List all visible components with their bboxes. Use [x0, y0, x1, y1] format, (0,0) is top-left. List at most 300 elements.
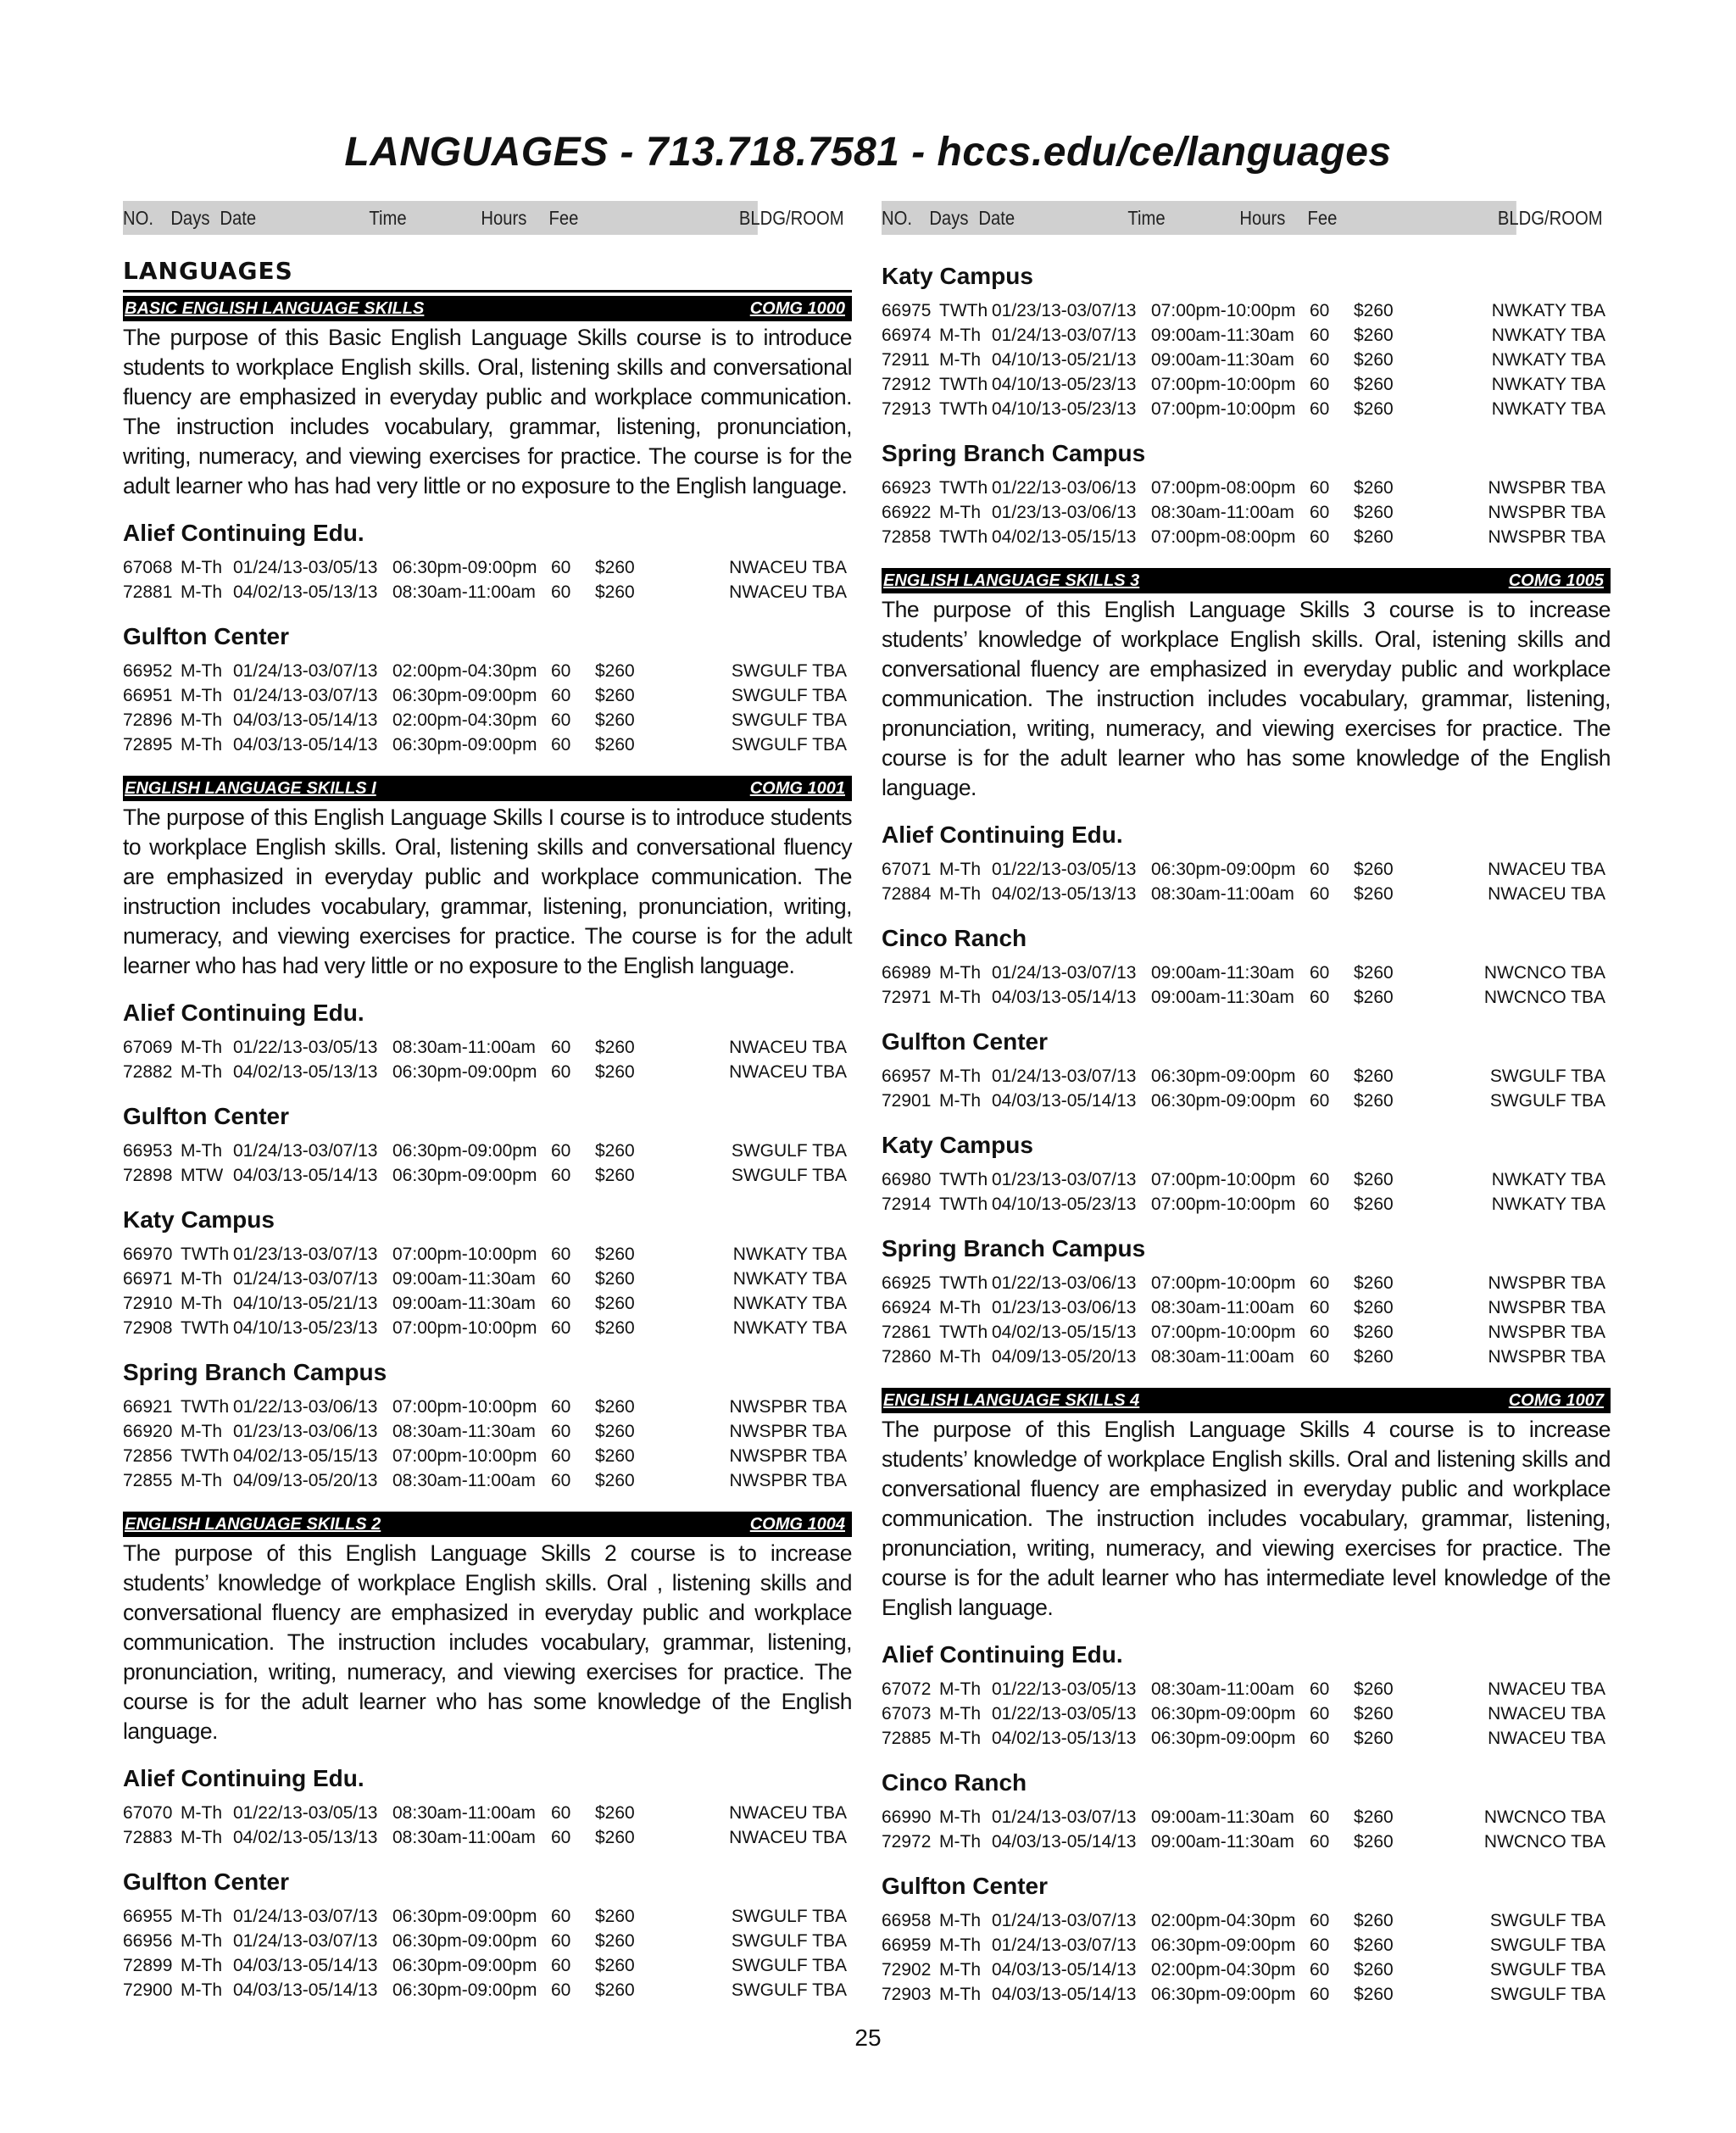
session-time: 07:00pm-10:00pm: [1151, 1323, 1296, 1342]
header-time: Time: [1127, 207, 1166, 229]
session-hours: 60: [1310, 860, 1330, 879]
session-days: M-Th: [181, 1803, 222, 1823]
session-time: 06:30pm-09:00pm: [1151, 1091, 1296, 1111]
session-room: NWKATY TBA: [1491, 399, 1605, 419]
session-list: [123, 555, 852, 604]
session-date: 01/23/13-03/07/13: [992, 1170, 1137, 1189]
session-days: M-Th: [939, 326, 981, 345]
session-days: M-Th: [181, 1956, 222, 1975]
session-row: [882, 1320, 1611, 1345]
session-hours: 60: [551, 1318, 571, 1338]
session-time: 06:30pm-09:00pm: [392, 1931, 537, 1951]
session-number: 72908: [123, 1318, 173, 1338]
course-description: The purpose of this Basic English Language Skills course is to introduce students to workplace English skills. Oral, listening skills and conversational fluency are emphasized in everyday public and workplace communication. The instruction includes vocabulary, grammar, listening, pronunciation, writing, numeracy, and viewing exercises for practice. The course is for the adult learner who has had very little or no exposure to the English language.: [123, 325, 852, 498]
campus-heading: Katy Campus: [882, 1132, 1033, 1158]
session-days: M-Th: [181, 686, 222, 705]
session-room: SWGULF TBA: [731, 1166, 847, 1185]
session-date: 04/03/13-05/14/13: [992, 988, 1137, 1007]
session-list: [882, 1167, 1611, 1217]
header-fee: Fee: [548, 207, 579, 229]
session-date: 04/02/13-05/15/13: [233, 1446, 378, 1466]
session-fee: $260: [1354, 301, 1394, 320]
session-hours: 60: [551, 1907, 571, 1926]
session-row: [882, 1933, 1611, 1958]
session-room: NWACEU TBA: [1488, 1679, 1605, 1699]
session-room: NWSPBR TBA: [1488, 478, 1605, 498]
session-fee: $260: [595, 1318, 635, 1338]
session-fee: $260: [1354, 1170, 1394, 1189]
session-date: 01/22/13-03/06/13: [992, 1273, 1137, 1293]
session-date: 04/10/13-05/23/13: [992, 399, 1137, 419]
session-row: [882, 857, 1611, 882]
session-fee: $260: [595, 1245, 635, 1264]
campus-heading: Katy Campus: [123, 1206, 275, 1233]
session-number: 67070: [123, 1803, 173, 1823]
session-date: 04/02/13-05/13/13: [992, 884, 1137, 904]
session-hours: 60: [1310, 1704, 1330, 1724]
course-description: The purpose of this English Language Skills I course is to introduce students to workplace English skills. Oral, listening skills and conversational fluency are emphasized in everyday public and workplace communication. The instruction includes vocabulary, grammar, listening, pronunciation, writing, numeracy, and viewing exercises for practice. The course is for the adult learner who has had very little or no exposure to the English language.: [123, 805, 852, 978]
session-days: M-Th: [181, 1471, 222, 1490]
course-sessions: [123, 1763, 852, 2002]
session-number: 72882: [123, 1062, 173, 1082]
session-time: 06:30pm-09:00pm: [1151, 1729, 1296, 1748]
session-fee: $260: [595, 1422, 635, 1441]
session-days: TWTh: [939, 478, 988, 498]
session-room: NWACEU TBA: [729, 582, 847, 602]
session-date: 01/24/13-03/07/13: [233, 1931, 378, 1951]
session-days: M-Th: [181, 1980, 222, 2000]
session-time: 08:30am-11:00am: [392, 1828, 536, 1847]
session-time: 07:00pm-10:00pm: [1151, 1273, 1296, 1293]
session-number: 66924: [882, 1298, 932, 1317]
session-hours: 60: [551, 1269, 571, 1289]
session-number: 67072: [882, 1679, 932, 1699]
session-room: NWCNCO TBA: [1483, 963, 1605, 983]
column-header-left: [123, 201, 844, 235]
session-room: NWSPBR TBA: [1488, 1298, 1605, 1317]
header-fee: Fee: [1307, 207, 1338, 229]
session-room: NWSPBR TBA: [1488, 1323, 1605, 1342]
session-fee: $260: [1354, 1704, 1394, 1724]
session-number: 72910: [123, 1294, 173, 1313]
campus-heading: Spring Branch Campus: [123, 1359, 387, 1385]
session-row: [882, 1958, 1611, 1982]
session-fee: $260: [595, 1062, 635, 1082]
session-room: NWSPBR TBA: [1488, 1347, 1605, 1367]
session-fee: $260: [595, 1931, 635, 1951]
session-hours: 60: [1310, 884, 1330, 904]
course-header-bar: [123, 776, 852, 801]
session-time: 07:00pm-10:00pm: [1151, 1170, 1296, 1189]
session-row: [123, 555, 852, 580]
session-number: 67071: [882, 860, 932, 879]
session-hours: 60: [551, 710, 571, 730]
session-time: 07:00pm-10:00pm: [1151, 301, 1296, 320]
session-days: TWTh: [939, 1323, 988, 1342]
session-number: 72855: [123, 1471, 173, 1490]
campus-heading: Spring Branch Campus: [882, 1235, 1146, 1261]
session-hours: 60: [1310, 1066, 1330, 1086]
session-room: NWKATY TBA: [1491, 326, 1605, 345]
session-room: SWGULF TBA: [1489, 1091, 1605, 1111]
session-fee: $260: [1354, 478, 1394, 498]
session-time: 09:00am-11:30am: [392, 1269, 536, 1289]
session-date: 01/23/13-03/06/13: [992, 1298, 1137, 1317]
session-fee: $260: [595, 1294, 635, 1313]
session-fee: $260: [595, 1980, 635, 2000]
session-fee: $260: [595, 1141, 635, 1161]
session-hours: 60: [551, 1931, 571, 1951]
session-fee: $260: [595, 1828, 635, 1847]
session-time: 08:30am-11:00am: [392, 582, 536, 602]
session-list: [882, 476, 1611, 549]
session-date: 01/23/13-03/07/13: [233, 1245, 378, 1264]
session-room: SWGULF TBA: [731, 735, 847, 755]
session-time: 02:00pm-04:30pm: [392, 661, 537, 681]
session-time: 07:00pm-10:00pm: [392, 1245, 537, 1264]
session-time: 09:00am-11:30am: [392, 1294, 536, 1313]
session-number: 72913: [882, 399, 932, 419]
course-sessions: [882, 820, 1611, 1369]
session-date: 04/03/13-05/14/13: [992, 1091, 1137, 1111]
session-room: SWGULF TBA: [731, 686, 847, 705]
session-time: 02:00pm-04:30pm: [1151, 1911, 1296, 1930]
header-days: Days: [929, 207, 969, 229]
session-row: [882, 1805, 1611, 1829]
session-time: 07:00pm-10:00pm: [1151, 399, 1296, 419]
session-time: 08:30am-11:00am: [1151, 503, 1294, 522]
session-row: [882, 397, 1611, 421]
session-number: 72881: [123, 582, 173, 602]
session-fee: $260: [1354, 1911, 1394, 1930]
session-number: 72883: [123, 1828, 173, 1847]
session-number: 72972: [882, 1832, 932, 1852]
session-hours: 60: [1310, 1347, 1330, 1367]
session-number: 66951: [123, 686, 173, 705]
session-row: [123, 1978, 852, 2002]
session-number: 72902: [882, 1960, 932, 1980]
session-room: NWSPBR TBA: [1488, 527, 1605, 547]
session-days: M-Th: [939, 1935, 981, 1955]
session-list: [882, 1677, 1611, 1751]
session-list: [123, 1242, 852, 1340]
session-hours: 60: [551, 1803, 571, 1823]
session-fee: $260: [1354, 1985, 1394, 2004]
session-room: NWCNCO TBA: [1483, 988, 1605, 1007]
session-fee: $260: [1354, 1066, 1394, 1086]
session-row: [882, 985, 1611, 1010]
session-fee: $260: [1354, 1960, 1394, 1980]
session-days: M-Th: [181, 661, 222, 681]
session-row: [882, 476, 1611, 500]
session-time: 08:30am-11:00am: [1151, 1347, 1294, 1367]
session-row: [123, 1291, 852, 1316]
session-days: M-Th: [939, 988, 981, 1007]
session-row: [123, 683, 852, 708]
session-row: [882, 323, 1611, 348]
session-time: 06:30pm-09:00pm: [1151, 1935, 1296, 1955]
session-time: 07:00pm-08:00pm: [1151, 478, 1296, 498]
session-time: 02:00pm-04:30pm: [392, 710, 537, 730]
session-hours: 60: [551, 1471, 571, 1490]
session-days: M-Th: [939, 1911, 981, 1930]
session-number: 66971: [123, 1269, 173, 1289]
session-row: [882, 961, 1611, 985]
session-list: [882, 298, 1611, 421]
session-fee: $260: [595, 686, 635, 705]
session-room: NWKATY TBA: [732, 1294, 847, 1313]
session-number: 66923: [882, 478, 932, 498]
session-row: [123, 1139, 852, 1163]
session-date: 01/24/13-03/07/13: [992, 326, 1137, 345]
session-list: [882, 961, 1611, 1010]
session-row: [123, 1444, 852, 1468]
session-hours: 60: [551, 661, 571, 681]
session-fee: $260: [1354, 1298, 1394, 1317]
campus-heading: Gulfton Center: [123, 1103, 289, 1129]
session-date: 04/03/13-05/14/13: [992, 1960, 1137, 1980]
session-date: 01/24/13-03/05/13: [233, 558, 378, 577]
session-row: [123, 659, 852, 683]
session-hours: 60: [551, 1422, 571, 1441]
session-room: NWSPBR TBA: [1488, 1273, 1605, 1293]
session-hours: 60: [551, 1956, 571, 1975]
session-number: 66922: [882, 503, 932, 522]
session-days: TWTh: [181, 1446, 230, 1466]
campus-heading: Gulfton Center: [882, 1873, 1048, 1899]
section-title: LANGUAGES: [123, 257, 293, 285]
session-fee: $260: [1354, 1347, 1394, 1367]
session-row: [882, 372, 1611, 397]
course-code: COMG 1007: [1508, 1391, 1604, 1410]
session-days: M-Th: [181, 735, 222, 755]
column-header-right: [882, 201, 1603, 235]
session-days: M-Th: [939, 1679, 981, 1699]
campus-heading: Cinco Ranch: [882, 925, 1027, 951]
session-days: M-Th: [939, 860, 981, 879]
session-days: M-Th: [939, 1091, 981, 1111]
right-column: [882, 256, 1611, 2007]
session-hours: 60: [1310, 1679, 1330, 1699]
session-room: NWSPBR TBA: [729, 1446, 847, 1466]
session-date: 01/24/13-03/07/13: [233, 1907, 378, 1926]
session-room: NWACEU TBA: [1488, 1729, 1605, 1748]
session-number: 66980: [882, 1170, 932, 1189]
session-room: SWGULF TBA: [731, 1980, 847, 2000]
session-row: [123, 1060, 852, 1084]
session-date: 04/09/13-05/20/13: [992, 1347, 1137, 1367]
session-time: 06:30pm-09:00pm: [1151, 860, 1296, 879]
session-room: SWGULF TBA: [731, 1141, 847, 1161]
session-date: 01/24/13-03/07/13: [992, 1066, 1137, 1086]
session-row: [123, 708, 852, 732]
session-days: TWTh: [939, 301, 988, 320]
session-fee: $260: [595, 1397, 635, 1417]
session-row: [123, 1825, 852, 1850]
session-number: 66957: [882, 1066, 932, 1086]
session-hours: 60: [1310, 326, 1330, 345]
session-days: M-Th: [181, 710, 222, 730]
session-date: 01/24/13-03/07/13: [992, 1935, 1137, 1955]
session-room: SWGULF TBA: [1489, 1960, 1605, 1980]
session-list: [123, 1139, 852, 1188]
session-room: NWKATY TBA: [1491, 350, 1605, 370]
session-days: M-Th: [939, 1960, 981, 1980]
session-fee: $260: [595, 1446, 635, 1466]
session-date: 01/22/13-03/06/13: [233, 1397, 378, 1417]
course-description: The purpose of this English Language Skills 2 course is to increase students’ knowledge of workplace English skills. Oral , listening skills and conversational fluency are emphasized in everyday public and workplace communication. The instruction includes vocabulary, grammar, listening, pronunciation, writing, numeracy, and viewing exercises for practice. The course is for the adult learner who has some knowledge of the English language.: [123, 1540, 852, 1744]
session-fee: $260: [1354, 326, 1394, 345]
session-hours: 60: [551, 1166, 571, 1185]
session-date: 04/03/13-05/14/13: [233, 735, 378, 755]
session-date: 01/22/13-03/05/13: [233, 1803, 378, 1823]
session-list: [882, 1271, 1611, 1369]
session-hours: 60: [551, 1038, 571, 1057]
session-room: NWSPBR TBA: [729, 1471, 847, 1490]
session-hours: 60: [551, 735, 571, 755]
session-hours: 60: [1310, 350, 1330, 370]
session-row: [882, 1192, 1611, 1217]
session-list: [123, 1035, 852, 1084]
session-time: 07:00pm-10:00pm: [392, 1397, 537, 1417]
section-rule: [123, 290, 852, 292]
session-hours: 60: [551, 1446, 571, 1466]
session-days: TWTh: [939, 375, 988, 394]
session-number: 72901: [882, 1091, 932, 1111]
page-number: 25: [854, 2024, 882, 2051]
session-fee: $260: [595, 661, 635, 681]
session-fee: $260: [595, 735, 635, 755]
session-row: [123, 1395, 852, 1419]
session-hours: 60: [551, 1828, 571, 1847]
session-time: 09:00am-11:30am: [1151, 1832, 1294, 1852]
session-fee: $260: [1354, 375, 1394, 394]
session-days: M-Th: [181, 1062, 222, 1082]
session-room: NWACEU TBA: [729, 1828, 847, 1847]
session-number: 66953: [123, 1141, 173, 1161]
session-days: TWTh: [939, 1273, 988, 1293]
session-room: NWACEU TBA: [729, 1038, 847, 1057]
session-hours: 60: [1310, 1935, 1330, 1955]
session-hours: 60: [551, 1397, 571, 1417]
session-number: 72900: [123, 1980, 173, 2000]
session-room: SWGULF TBA: [731, 1956, 847, 1975]
session-fee: $260: [1354, 1195, 1394, 1214]
session-fee: $260: [595, 1471, 635, 1490]
session-number: 66974: [882, 326, 932, 345]
session-row: [123, 1316, 852, 1340]
session-days: TWTh: [939, 527, 988, 547]
session-date: 01/24/13-03/07/13: [992, 1807, 1137, 1827]
session-number: 72860: [882, 1347, 932, 1367]
session-room: NWACEU TBA: [729, 1803, 847, 1823]
session-number: 67073: [882, 1704, 932, 1724]
session-list: [882, 1064, 1611, 1113]
session-time: 09:00am-11:30am: [1151, 988, 1294, 1007]
course-sessions: [882, 1640, 1611, 2007]
session-time: 06:30pm-09:00pm: [392, 1956, 537, 1975]
session-date: 01/22/13-03/05/13: [233, 1038, 378, 1057]
session-days: M-Th: [939, 1298, 981, 1317]
session-date: 04/03/13-05/14/13: [992, 1832, 1137, 1852]
session-days: M-Th: [939, 1066, 981, 1086]
session-date: 01/22/13-03/05/13: [992, 860, 1137, 879]
course-sessions-continued: [882, 261, 1611, 549]
session-date: 04/09/13-05/20/13: [233, 1471, 378, 1490]
session-number: 72971: [882, 988, 932, 1007]
session-number: 72914: [882, 1195, 932, 1214]
session-date: 04/10/13-05/23/13: [992, 375, 1137, 394]
session-date: 01/23/13-03/06/13: [233, 1422, 378, 1441]
session-fee: $260: [595, 1907, 635, 1926]
session-time: 06:30pm-09:00pm: [392, 686, 537, 705]
header-hours: Hours: [481, 207, 527, 229]
session-room: NWACEU TBA: [729, 1062, 847, 1082]
session-room: NWACEU TBA: [1488, 1704, 1605, 1724]
campus-heading: Gulfton Center: [123, 1868, 289, 1895]
session-time: 06:30pm-09:00pm: [392, 1141, 537, 1161]
session-hours: 60: [1310, 375, 1330, 394]
session-fee: $260: [595, 1803, 635, 1823]
session-fee: $260: [1354, 963, 1394, 983]
session-days: M-Th: [181, 1907, 222, 1926]
session-number: 72861: [882, 1323, 932, 1342]
session-room: NWSPBR TBA: [1488, 503, 1605, 522]
session-fee: $260: [595, 1269, 635, 1289]
session-number: 72898: [123, 1166, 173, 1185]
session-fee: $260: [1354, 350, 1394, 370]
header-no: NO.: [123, 207, 153, 229]
session-date: 01/24/13-03/07/13: [233, 686, 378, 705]
session-row: [882, 1677, 1611, 1701]
session-row: [123, 1953, 852, 1978]
session-list: [882, 857, 1611, 906]
session-days: M-Th: [181, 1038, 222, 1057]
session-row: [882, 1829, 1611, 1854]
session-time: 08:30am-11:30am: [392, 1422, 536, 1441]
header-time: Time: [369, 207, 407, 229]
session-room: NWSPBR TBA: [729, 1422, 847, 1441]
session-row: [882, 525, 1611, 549]
session-days: M-Th: [181, 1931, 222, 1951]
session-number: 72896: [123, 710, 173, 730]
session-row: [882, 1271, 1611, 1295]
header-date: Date: [978, 207, 1015, 229]
course-name: BASIC ENGLISH LANGUAGE SKILLS: [125, 299, 425, 318]
session-time: 08:30am-11:00am: [392, 1803, 536, 1823]
campus-heading: Cinco Ranch: [882, 1769, 1027, 1796]
session-room: SWGULF TBA: [1489, 1935, 1605, 1955]
session-fee: $260: [1354, 527, 1394, 547]
session-number: 66925: [882, 1273, 932, 1293]
session-room: SWGULF TBA: [1489, 1911, 1605, 1930]
session-room: NWKATY TBA: [732, 1269, 847, 1289]
session-hours: 60: [551, 1141, 571, 1161]
session-hours: 60: [1310, 1298, 1330, 1317]
campus-heading: Alief Continuing Edu.: [123, 1765, 364, 1791]
course-name: ENGLISH LANGUAGE SKILLS 4: [883, 1391, 1140, 1410]
session-room: NWACEU TBA: [729, 558, 847, 577]
session-days: M-Th: [939, 503, 981, 522]
session-number: 67069: [123, 1038, 173, 1057]
session-hours: 60: [1310, 503, 1330, 522]
session-number: 72856: [123, 1446, 173, 1466]
course-sessions: [123, 518, 852, 757]
session-row: [882, 1167, 1611, 1192]
session-room: NWCNCO TBA: [1483, 1807, 1605, 1827]
session-row: [123, 1267, 852, 1291]
session-fee: $260: [595, 1166, 635, 1185]
